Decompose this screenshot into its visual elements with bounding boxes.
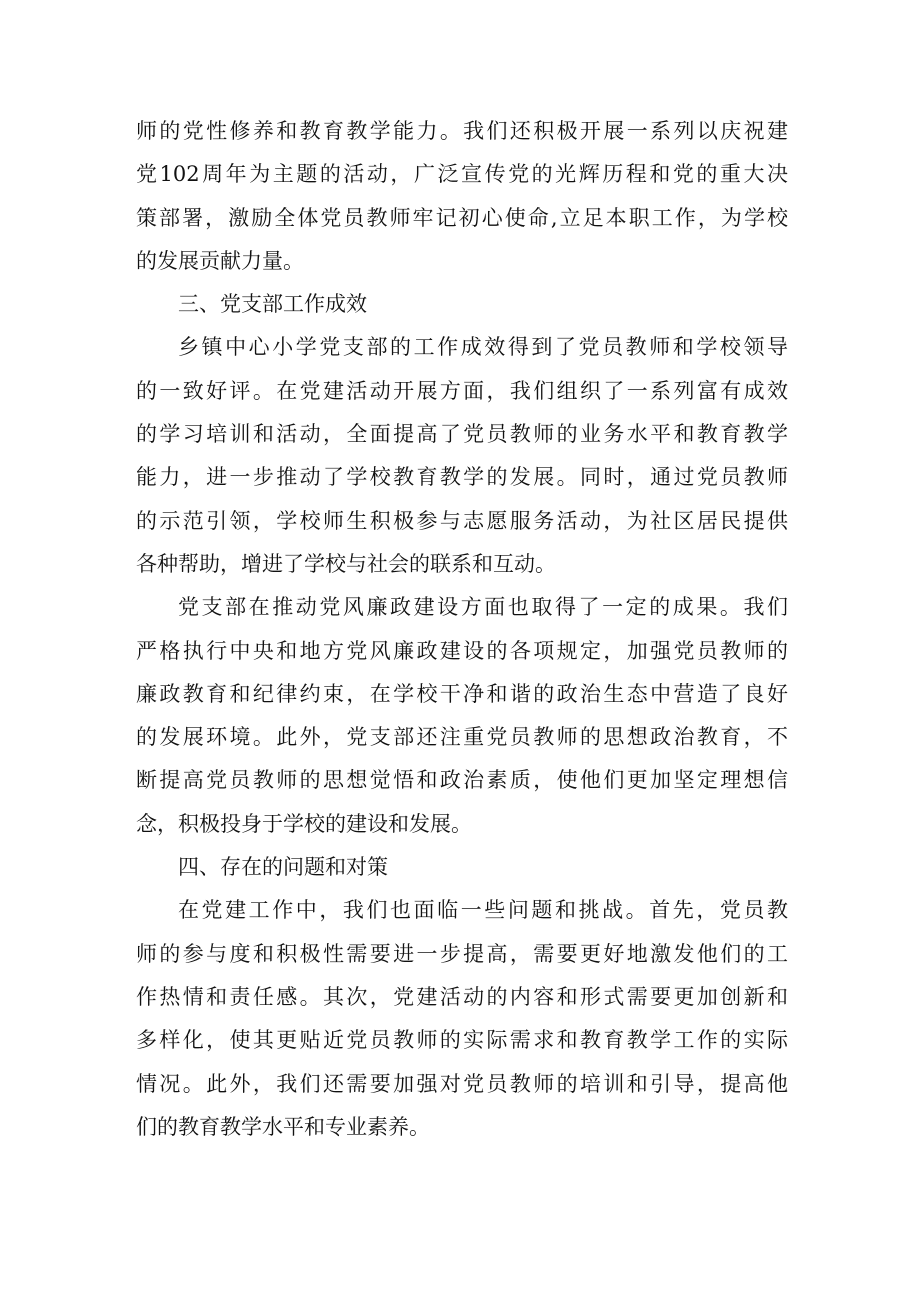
text-line: 的发展环境。此外，党支部还注重党员教师的思想政治教育，不 bbox=[136, 725, 788, 750]
paragraph-2 bbox=[136, 326, 788, 586]
text-line: 党支部在推动党风廉政建设方面也取得了一定的成果。我们 bbox=[178, 595, 788, 620]
text-line: 们的教育教学水平和专业素养。 bbox=[136, 1114, 430, 1139]
paragraph-4 bbox=[136, 889, 788, 1149]
text-line: 的一致好评。在党建活动开展方面，我们组织了一系列富有成效 bbox=[136, 378, 788, 403]
section-heading-4: 四、存在的问题和对策 bbox=[178, 855, 388, 880]
text-line: 作热情和责任感。其次，党建活动的内容和形式需要更加创新和 bbox=[136, 984, 788, 1009]
text-line: 党102周年为主题的活动，广泛宣传党的光辉历程和党的重大决 bbox=[136, 162, 788, 187]
text-line: 策部署，激励全体党员教师牢记初心使命,立足本职工作，为学校 bbox=[136, 205, 788, 230]
text-line: 的发展贡献力量。 bbox=[136, 248, 304, 273]
text-line: 各种帮助，增进了学校与社会的联系和互动。 bbox=[136, 551, 556, 576]
text-line: 情况。此外，我们还需要加强对党员教师的培训和引导，提高他 bbox=[136, 1071, 788, 1096]
text-line: 多样化，使其更贴近党员教师的实际需求和教育教学工作的实际 bbox=[136, 1028, 788, 1053]
text-line: 廉政教育和纪律约束，在学校干净和谐的政治生态中营造了良好 bbox=[136, 681, 788, 706]
text-line: 师的参与度和积极性需要进一步提高，需要更好地激发他们的工 bbox=[136, 941, 788, 966]
text-line: 的示范引领，学校师生积极参与志愿服务活动，为社区居民提供 bbox=[136, 508, 788, 533]
text-line: 念，积极投身于学校的建设和发展。 bbox=[136, 811, 472, 836]
paragraph-1 bbox=[136, 110, 788, 283]
document-body bbox=[136, 110, 788, 1149]
text-line: 断提高党员教师的思想觉悟和政治素质，使他们更加坚定理想信 bbox=[136, 768, 788, 793]
text-line: 师的党性修养和教育教学能力。我们还积极开展一系列以庆祝建 bbox=[136, 119, 788, 143]
section-heading-3: 三、党支部工作成效 bbox=[178, 292, 367, 317]
text-line: 乡镇中心小学党支部的工作成效得到了党员教师和学校领导 bbox=[178, 335, 788, 360]
text-line: 能力，进一步推动了学校教育教学的发展。同时，通过党员教师 bbox=[136, 465, 788, 490]
paragraph-3 bbox=[136, 586, 788, 846]
text-line: 的学习培训和活动，全面提高了党员教师的业务水平和教育教学 bbox=[136, 422, 788, 447]
text-line: 在党建工作中，我们也面临一些问题和挑战。首先，党员教 bbox=[178, 898, 788, 923]
text-line: 严格执行中央和地方党风廉政建设的各项规定，加强党员教师的 bbox=[136, 638, 788, 663]
